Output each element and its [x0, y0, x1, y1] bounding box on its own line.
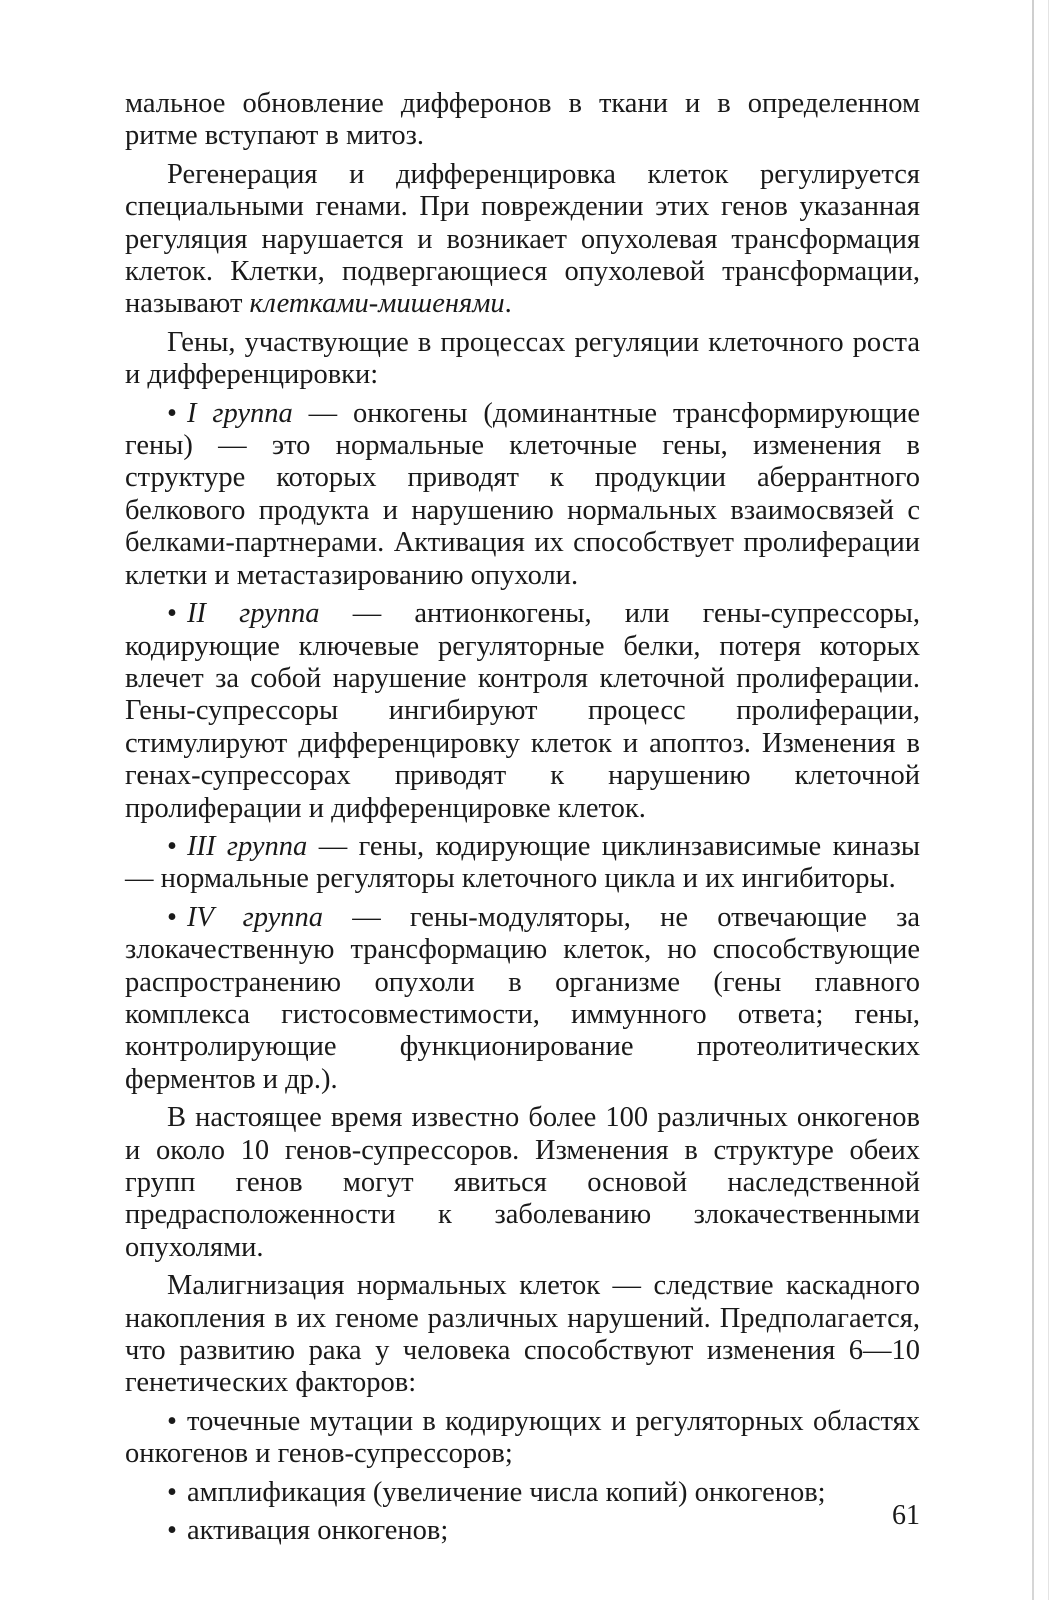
list-item-group-3 [125, 831, 920, 896]
bullet-icon: • [167, 901, 177, 933]
paragraph-continuation [125, 88, 920, 153]
bullet-icon: • [167, 397, 177, 429]
paragraph-text: мальное обновление дифферонов в ткани и в определенном ритме вступают в митоз. [125, 88, 920, 152]
list-item-text: точечные мутации в кодирующих и регуляторных областях онкогенов и генов-супрессоров; [125, 1405, 920, 1470]
list-item-text: амплификация (увеличение числа копий) онкогенов; [187, 1476, 826, 1508]
paragraph-genes-intro [125, 327, 920, 392]
page-body [125, 88, 920, 1553]
paragraph-text: Гены, участвующие в процессах регуляции клеточного роста и дифференцировки: [125, 326, 920, 391]
page-number: 61 [892, 1500, 920, 1531]
paragraph-text: Малигнизация нормальных клеток — следствие каскадного накопления в их геноме различных нарушений. Предполагается, что развитию рака у человека способствуют изменения 6—10 генетических факторов: [125, 1270, 920, 1399]
list-item-text: — антионкогены, или гены-супрессоры, кодирующие ключевые регуляторные белки, потеря которых влечет за собой нарушение контроля клеточной пролиферации. Гены-супрессоры ингибируют процесс пролиферации, стимулируют дифференцировку клеток и апоптоз. Изменения в генах-супрессорах приводят к нарушению клеточной пролиферации и дифференцировке клеток. [125, 598, 920, 824]
paragraph-oncogene-count [125, 1102, 920, 1264]
bullet-icon: • [167, 1515, 177, 1547]
page-gutter-shadow [1032, 0, 1034, 1600]
page-edge-line [1048, 0, 1049, 1600]
italic-term: клетками-мишенями [249, 288, 505, 320]
list-item-text: — онкогены (доминантные трансформирующие гены) — это нормальные клеточные гены, изменения в структуре которых приводят к продукции аберрантного белкового продукта и нарушению нормальных взаимосвязей с белками-партнерами. Активация их способствует пролиферации клетки и метастазированию опухоли. [125, 397, 920, 591]
paragraph-text: Регенерация и дифференцировка клеток регулируется специальными генами. При повреждении этих генов указанная регуляция нарушается и возникает опухолевая трансформация клеток. Клетки, подвергающиеся опухолевой трансформации, называют [125, 158, 920, 320]
paragraph-malignization [125, 1270, 920, 1400]
list-item-point-mutations [125, 1406, 920, 1471]
bullet-icon: • [167, 1405, 177, 1437]
italic-term: I группа [187, 397, 293, 429]
list-item-group-4 [125, 902, 920, 1096]
bullet-icon: • [167, 1476, 177, 1508]
bullet-icon: • [167, 830, 177, 862]
list-item-text: — гены, кодирующие циклинзависимые киназы — нормальные регуляторы клеточного цикла и их ингибиторы. [125, 830, 920, 895]
paragraph-text: В настоящее время известно более 100 различных онкогенов и около 10 генов-супрессоров. Изменения в структуре обеих групп генов могут явиться основой наследственной предрасположенности к заболеванию злокачественными опухолями. [125, 1102, 920, 1263]
list-item-group-2 [125, 598, 920, 825]
list-item-text: активация онкогенов; [187, 1515, 449, 1547]
list-item-amplification [125, 1477, 920, 1509]
paragraph-regeneration [125, 159, 920, 321]
bullet-icon: • [167, 598, 177, 630]
list-item-activation [125, 1515, 920, 1547]
paragraph-text-end: . [504, 288, 512, 320]
italic-term: II группа [187, 598, 320, 630]
list-item-group-1 [125, 398, 920, 592]
italic-term: III группа [187, 830, 308, 862]
italic-term: IV группа [187, 901, 323, 933]
list-item-text: — гены-модуляторы, не отвечающие за злокачественную трансформацию клеток, но способствующие распространению опухоли в организме (гены главного комплекса гистосовместимости, иммунного ответа; гены, контролирующие функционирование протеолитических ферментов и др.). [125, 901, 920, 1095]
